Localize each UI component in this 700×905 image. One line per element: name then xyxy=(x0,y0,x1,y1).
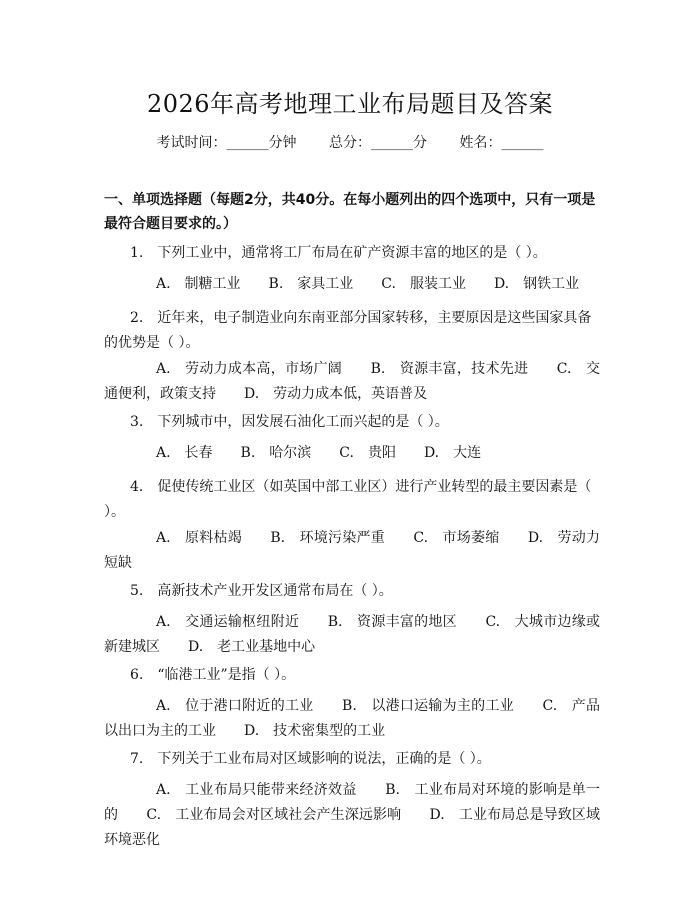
section-heading: 一、单项选择题（每题2分，共40分。在每小题列出的四个选项中，只有一项是最符合题目要求的。） xyxy=(104,192,596,232)
exam-name: 姓名：______ xyxy=(459,135,544,151)
question-1-stem: 1. 下列工业中，通常将工厂布局在矿产资源丰富的地区的是（ ）。 xyxy=(130,245,547,261)
question-5-stem: 5. 高新技术产业开发区通常布局在（ ）。 xyxy=(130,583,393,599)
question-7-stem: 7. 下列关于工业布局对区域影响的说法，正确的是（ ）。 xyxy=(130,751,491,767)
page-title: 2026年高考地理工业布局题目及答案 xyxy=(146,90,554,118)
question-2-stem: 2. 近年来，电子制造业向东南亚部分国家转移，主要原因是这些国家具备的优势是（ ）。 xyxy=(104,310,592,351)
question-5-options: A. 交通运输枢纽附近 B. 资源丰富的地区 C. 大城市边缘或新建城区 D. 老工业基地中心 xyxy=(104,614,600,655)
question-1-options: A. 制糖工业 B. 家具工业 C. 服装工业 D. 钢铁工业 xyxy=(156,276,580,292)
exam-time: 考试时间：______分钟 xyxy=(156,135,297,151)
question-4-stem: 4. 促使传统工业区（如英国中部工业区）进行产业转型的最主要因素是（ ）。 xyxy=(104,479,592,520)
exam-score: 总分：______分 xyxy=(329,135,427,151)
question-3-stem: 3. 下列城市中，因发展石油化工而兴起的是（ ）。 xyxy=(130,414,449,430)
question-2-options: A. 劳动力成本高，市场广阔 B. 资源丰富，技术先进 C. 交通便利，政策支持 D. 劳动力成本低，英语普及 xyxy=(104,361,600,402)
question-7-options: A. 工业布局只能带来经济效益 B. 工业布局对环境的影响是单一的 C. 工业布局会对区域社会产生深远影响 D. 工业布局总是导致区域环境恶化 xyxy=(104,782,600,848)
question-6-stem: 6. “临港工业”是指（ ）。 xyxy=(130,667,296,683)
question-3-options: A. 长春 B. 哈尔滨 C. 贵阳 D. 大连 xyxy=(156,445,482,461)
question-6-options: A. 位于港口附近的工业 B. 以港口运输为主的工业 C. 产品以出口为主的工业 D. 技术密集型的工业 xyxy=(104,698,600,739)
question-4-options: A. 原料枯竭 B. 环境污染严重 C. 市场萎缩 D. 劳动力短缺 xyxy=(104,530,600,571)
exam-meta xyxy=(0,132,700,152)
